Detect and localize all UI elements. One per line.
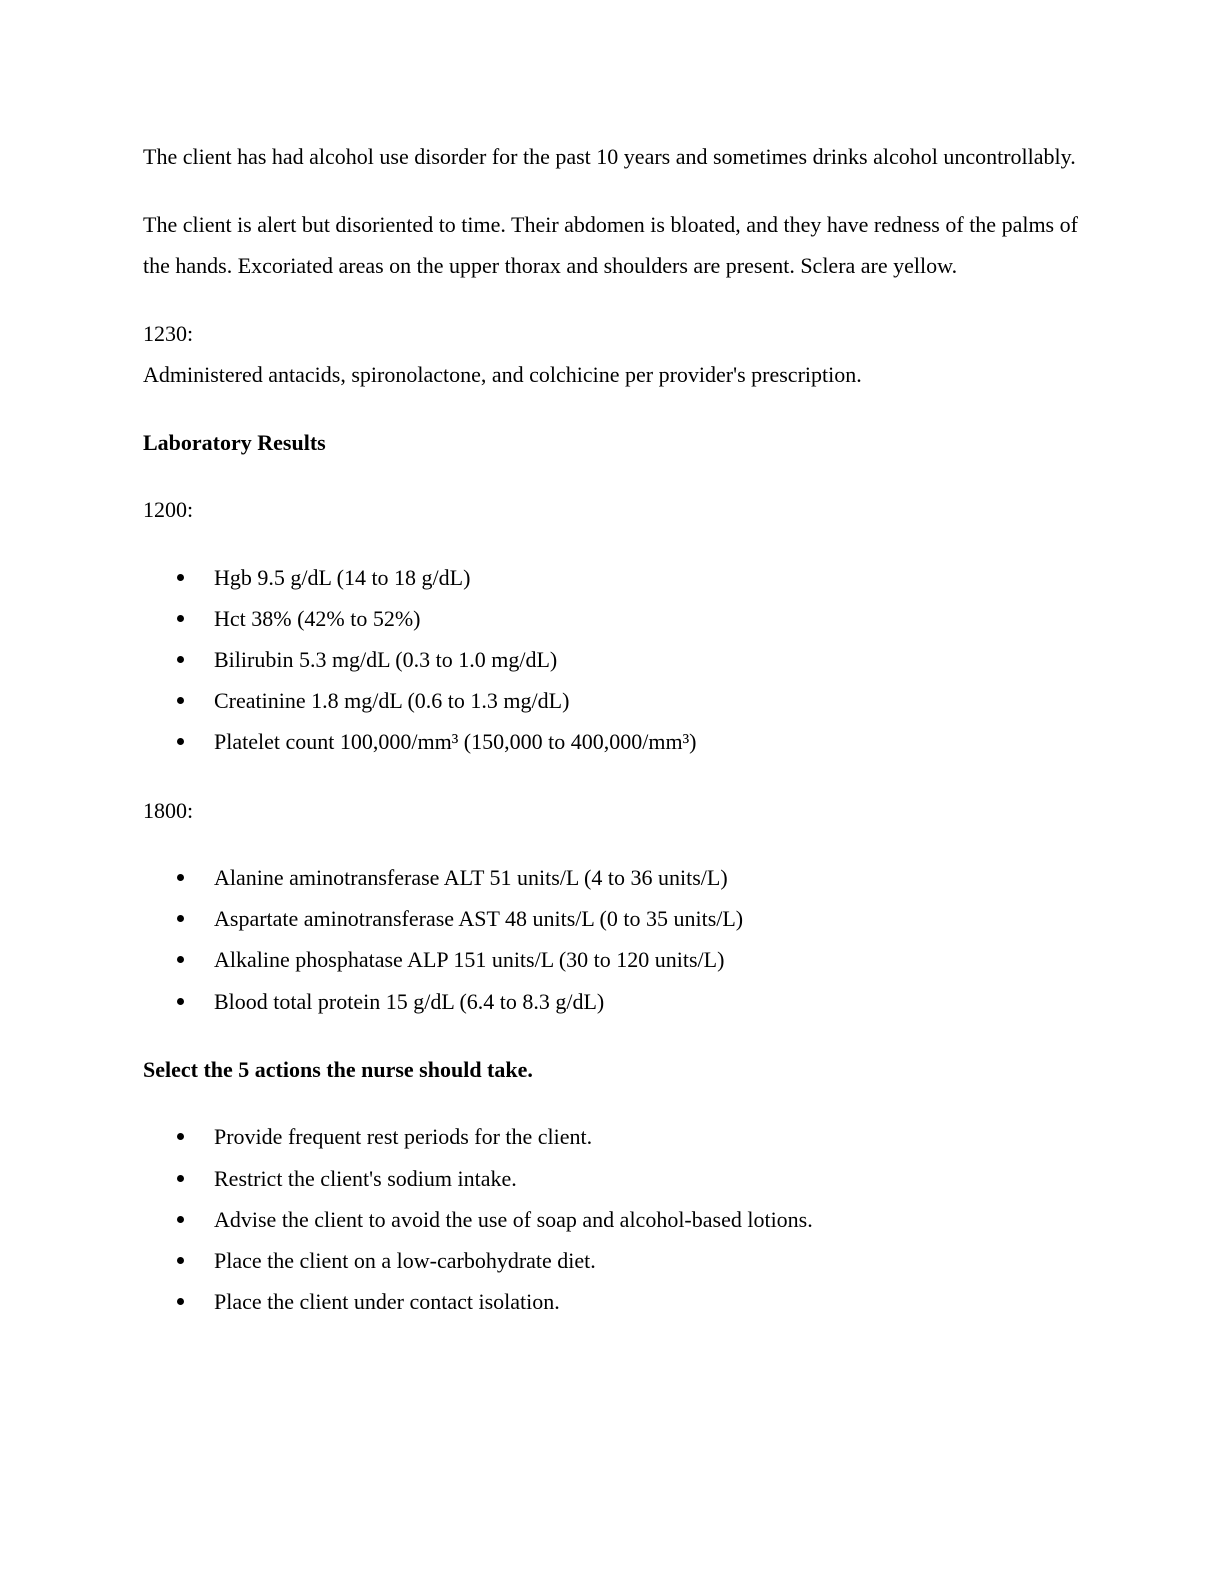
bullet-icon [177, 956, 184, 963]
answer-option-text: Restrict the client's sodium intake. [214, 1165, 517, 1191]
answer-option-text: Advise the client to avoid the use of soap and alcohol-based lotions. [214, 1206, 813, 1232]
lab-result-item [143, 557, 1083, 598]
answer-option-text: Provide frequent rest periods for the client. [214, 1124, 593, 1150]
answer-option[interactable] [143, 1199, 1083, 1240]
question-prompt: Select the 5 actions the nurse should take. [143, 1056, 533, 1082]
lab-result-item [143, 598, 1083, 639]
answer-option-text: Place the client on a low-carbohydrate diet. [214, 1247, 596, 1273]
lab-results-heading: Laboratory Results [143, 429, 326, 455]
history-paragraph: The client has had alcohol use disorder for the past 10 years and sometimes drinks alcohol uncontrollably. [143, 144, 1076, 169]
bullet-icon [177, 656, 184, 663]
answer-option[interactable] [143, 1116, 1083, 1157]
medication-time: 1230: [143, 320, 194, 346]
lab-result-text: Hgb 9.5 g/dL (14 to 18 g/dL) [214, 564, 471, 590]
bullet-icon [177, 697, 184, 704]
bullet-icon [177, 874, 184, 881]
bullet-icon [177, 915, 184, 922]
answer-options-list [143, 1116, 1083, 1322]
bullet-icon [177, 574, 184, 581]
lab-result-item [143, 721, 1083, 762]
answer-option[interactable] [143, 1158, 1083, 1199]
lab-result-item [143, 639, 1083, 680]
lab-time-1800: 1800: [143, 797, 194, 823]
lab-result-item [143, 898, 1083, 939]
document-page [143, 136, 1083, 1322]
lab-result-text: Aspartate aminotransferase AST 48 units/L (0 to 35 units/L) [214, 906, 744, 932]
lab-result-item [143, 939, 1083, 980]
lab-result-text: Alkaline phosphatase ALP 151 units/L (30 to 120 units/L) [214, 947, 725, 973]
lab-result-text: Alanine aminotransferase ALT 51 units/L (4 to 36 units/L) [214, 865, 728, 891]
lab-result-item [143, 680, 1083, 721]
bullet-icon [177, 998, 184, 1005]
lab-time-1200: 1200: [143, 497, 194, 522]
lab-result-text: Platelet count 100,000/mm³ (150,000 to 400,000/mm³) [214, 729, 697, 755]
lab-results-list-1800 [143, 857, 1083, 1022]
lab-result-text: Bilirubin 5.3 mg/dL (0.3 to 1.0 mg/dL) [214, 646, 558, 672]
bullet-icon [177, 738, 184, 745]
bullet-icon [177, 615, 184, 622]
lab-result-text: Blood total protein 15 g/dL (6.4 to 8.3 g/dL) [214, 988, 605, 1014]
lab-result-item [143, 857, 1083, 898]
assessment-paragraph: The client is alert but disoriented to time. Their abdomen is bloated, and they have redness of the palms of the hands. Excoriated areas on the upper thorax and shoulders are present. Sclera are yellow. [143, 211, 1078, 278]
bullet-icon [177, 1175, 184, 1182]
lab-results-list-1200 [143, 557, 1083, 763]
lab-result-item [143, 981, 1083, 1022]
bullet-icon [177, 1298, 184, 1305]
bullet-icon [177, 1216, 184, 1223]
answer-option-text: Place the client under contact isolation. [214, 1289, 560, 1315]
answer-option[interactable] [143, 1240, 1083, 1281]
lab-result-text: Creatinine 1.8 mg/dL (0.6 to 1.3 mg/dL) [214, 688, 570, 714]
bullet-icon [177, 1133, 184, 1140]
medication-note: Administered antacids, spironolactone, and colchicine per provider's prescription. [143, 362, 862, 387]
lab-result-text: Hct 38% (42% to 52%) [214, 605, 421, 631]
answer-option[interactable] [143, 1281, 1083, 1322]
bullet-icon [177, 1257, 184, 1264]
